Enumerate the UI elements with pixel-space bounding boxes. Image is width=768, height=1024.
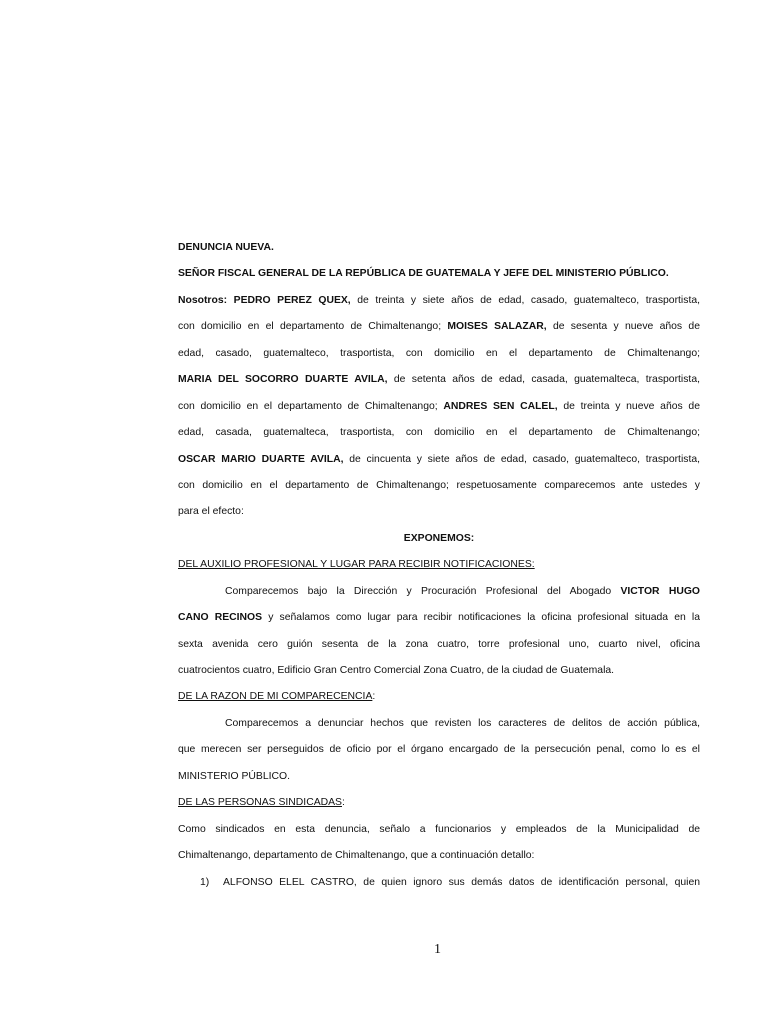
text-segment: para el efecto:	[178, 506, 244, 518]
bold-text: OSCAR MARIO DUARTE AVILA,	[178, 453, 344, 465]
text-segment: de sesenta y nueve años de	[546, 321, 700, 333]
text-segment: que merecen ser perseguidos de oficio por el órgano encargado de la persecución penal, como lo es el	[178, 744, 700, 756]
page-number: 1	[434, 942, 441, 957]
text-line	[178, 530, 700, 556]
bold-text: MOISES SALAZAR,	[447, 321, 547, 333]
text-segment: edad, casado, guatemalteco, trasportista, con domicilio en el departamento de Chimaltenango;	[178, 347, 700, 359]
text-line	[178, 556, 700, 582]
text-segment: de setenta años de edad, casada, guatemalteca, trasportista,	[387, 374, 700, 386]
text-segment: Como sindicados en esta denuncia, señalo a funcionarios y empleados de la Municipalidad de	[178, 823, 700, 835]
text-segment: de treinta y siete años de edad, casado, guatemalteco, trasportista,	[350, 294, 700, 306]
text-line	[178, 662, 700, 688]
text-line	[178, 821, 700, 847]
bold-text: CANO RECINOS	[178, 612, 263, 624]
text-line	[178, 609, 700, 635]
text-segment: Comparecemos a denunciar hechos que revisten los caracteres de delitos de acción pública,	[225, 717, 700, 729]
text-segment: :	[372, 691, 376, 703]
text-line	[178, 239, 700, 265]
text-segment: y señalamos como lugar para recibir notificaciones la oficina profesional situada en la	[262, 612, 700, 624]
text-segment: MINISTERIO PÚBLICO.	[178, 770, 291, 782]
text-line	[178, 768, 700, 794]
text-segment: Comparecemos bajo la Dirección y Procuración Profesional del Abogado	[225, 585, 621, 597]
text-segment: edad, casada, guatemalteca, trasportista, con domicilio en el departamento de Chimaltenango;	[178, 427, 700, 439]
text-segment: ALFONSO ELEL CASTRO, de quien ignoro sus demás datos de identificación personal, quien	[223, 876, 700, 888]
text-line	[178, 794, 700, 820]
text-line	[178, 688, 700, 714]
text-segment: con domicilio en el departamento de Chimaltenango;	[178, 321, 448, 333]
text-line	[178, 345, 700, 371]
text-line	[178, 292, 700, 318]
text-line	[178, 424, 700, 450]
text-segment: Chimaltenango, departamento de Chimaltenango, que a continuación detallo:	[178, 850, 535, 862]
list-number: 1)	[200, 876, 210, 888]
text-line	[178, 451, 700, 477]
text-line	[178, 847, 700, 873]
text-segment: sexta avenida cero guión sesenta de la zona cuatro, torre profesional uno, cuarto nivel, oficina	[178, 638, 700, 650]
text-segment: cuatrocientos cuatro, Edificio Gran Centro Comercial Zona Cuatro, de la ciudad de Guatemala.	[178, 665, 615, 676]
text-line	[178, 636, 700, 662]
section-heading: DE LA RAZON DE MI COMPARECENCIA	[178, 691, 373, 703]
text-segment: de cincuenta y siete años de edad, casado, guatemalteco, trasportista,	[343, 453, 700, 465]
bold-text: DENUNCIA NUEVA.	[178, 242, 274, 253]
bold-text: MARIA DEL SOCORRO DUARTE AVILA,	[178, 374, 388, 386]
text-segment: de treinta y nueve años de	[557, 400, 700, 412]
text-segment: :	[342, 797, 345, 809]
bold-text: ANDRES SEN CALEL,	[443, 400, 558, 412]
bold-text: VICTOR HUGO	[620, 585, 700, 597]
bold-text: Nosotros: PEDRO PEREZ QUEX,	[178, 294, 351, 306]
text-line	[178, 265, 700, 291]
text-line	[178, 503, 700, 529]
list-item	[178, 874, 700, 900]
text-line	[178, 715, 700, 741]
section-heading: DEL AUXILIO PROFESIONAL Y LUGAR PARA RECIBIR NOTIFICACIONES:	[178, 559, 535, 571]
text-line	[178, 371, 700, 397]
section-heading: DE LAS PERSONAS SINDICADAS	[178, 797, 342, 809]
text-line	[178, 477, 700, 503]
document-body	[178, 239, 700, 900]
bold-text: EXPONEMOS:	[403, 532, 475, 544]
text-line	[178, 741, 700, 767]
bold-text: SEÑOR FISCAL GENERAL DE LA REPÚBLICA DE GUATEMALA Y JEFE DEL MINISTERIO PÚBLICO.	[178, 268, 669, 280]
text-line	[178, 583, 700, 609]
text-segment: con domicilio en el departamento de Chimaltenango;	[178, 400, 444, 412]
text-segment: con domicilio en el departamento de Chimaltenango; respetuosamente comparecemos ante ustedes y	[178, 479, 700, 491]
text-line	[178, 318, 700, 344]
text-line	[178, 398, 700, 424]
